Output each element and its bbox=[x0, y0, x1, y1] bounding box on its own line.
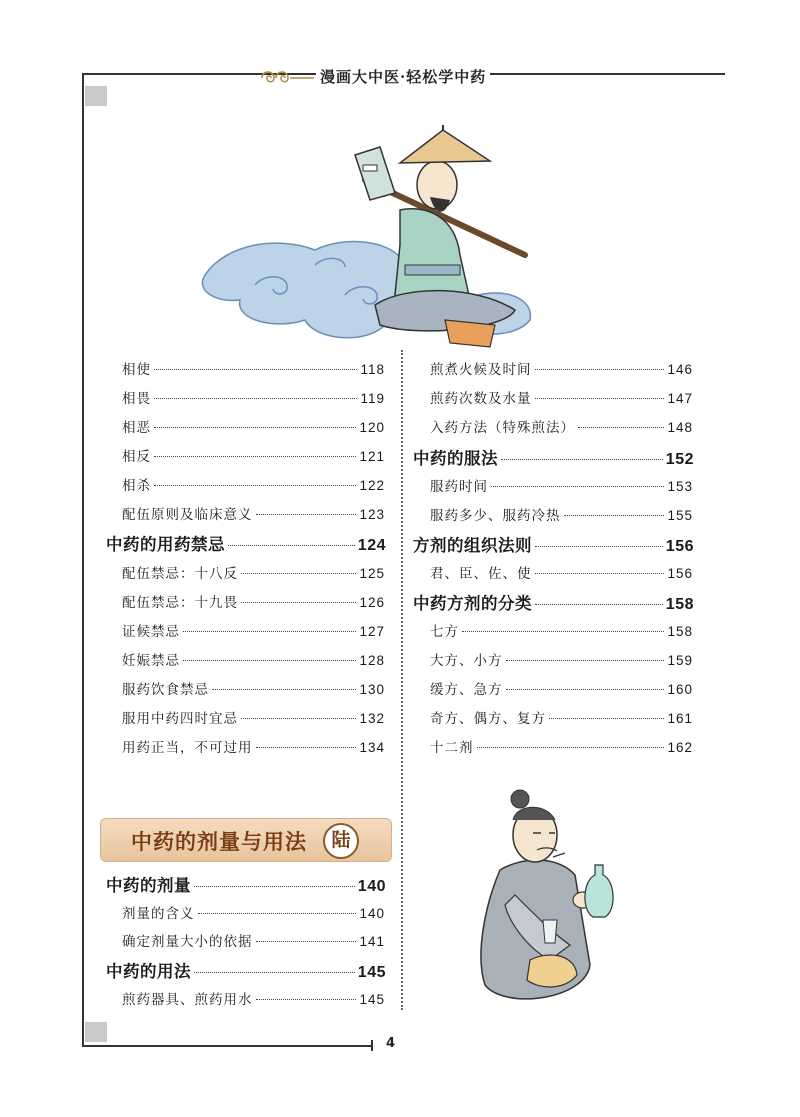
toc-entry-page: 145 bbox=[357, 964, 386, 981]
toc-entry[interactable] bbox=[122, 562, 385, 582]
toc-entry-title: 相反 bbox=[122, 449, 151, 465]
toc-entry-title: 剂量的含义 bbox=[122, 906, 195, 922]
toc-entry-page: 125 bbox=[359, 566, 385, 581]
toc-entry-title: 奇方、偶方、复方 bbox=[430, 711, 546, 727]
toc-entry-title: 相恶 bbox=[122, 420, 151, 436]
toc-entry-page: 153 bbox=[667, 479, 693, 494]
toc-entry[interactable] bbox=[430, 707, 693, 727]
toc-chapter-entry[interactable] bbox=[413, 590, 694, 614]
column-divider bbox=[401, 350, 403, 1010]
toc-entry-title: 服药饮食禁忌 bbox=[122, 682, 209, 698]
page-number: 4 bbox=[386, 1036, 396, 1051]
toc-entry-title: 服用中药四时宜忌 bbox=[122, 711, 238, 727]
toc-entry-page: 140 bbox=[359, 906, 385, 921]
toc-entry-title: 用药正当，不可过用 bbox=[122, 740, 253, 756]
toc-entry-page: 124 bbox=[357, 537, 386, 554]
toc-entry-page: 134 bbox=[359, 740, 385, 755]
toc-entry-page: 148 bbox=[667, 420, 693, 435]
toc-entry-title: 入药方法（特殊煎法） bbox=[430, 420, 575, 436]
toc-entry-title: 方剂的组织法则 bbox=[413, 536, 532, 555]
toc-entry[interactable] bbox=[122, 678, 385, 698]
toc-entry-page: 159 bbox=[667, 653, 693, 668]
toc-entry-page: 120 bbox=[359, 420, 385, 435]
toc-entry-page: 147 bbox=[667, 391, 693, 406]
toc-entry-page: 130 bbox=[359, 682, 385, 697]
toc-entry-title: 缓方、急方 bbox=[430, 682, 503, 698]
toc-entry[interactable] bbox=[430, 620, 693, 640]
scholar-with-hoe-illustration bbox=[195, 125, 550, 350]
toc-entry-title: 煎煮火候及时间 bbox=[430, 362, 532, 378]
toc-entry[interactable] bbox=[122, 930, 385, 950]
book-title: 漫画大中医·轻松学中药 bbox=[316, 66, 490, 87]
toc-entry[interactable] bbox=[122, 649, 385, 669]
toc-entry-page: 146 bbox=[667, 362, 693, 377]
page-frame-bottom bbox=[83, 1045, 373, 1047]
toc-entry-title: 相畏 bbox=[122, 391, 151, 407]
toc-entry-page: 128 bbox=[359, 653, 385, 668]
toc-entry[interactable] bbox=[122, 503, 385, 523]
toc-entry-title: 配伍禁忌：十八反 bbox=[122, 566, 238, 582]
toc-entry[interactable] bbox=[430, 678, 693, 698]
toc-entry[interactable] bbox=[122, 902, 385, 922]
toc-entry-page: 152 bbox=[665, 451, 694, 468]
toc-entry-title: 确定剂量大小的依据 bbox=[122, 934, 253, 950]
toc-entry[interactable] bbox=[430, 358, 693, 378]
toc-entry[interactable] bbox=[430, 416, 693, 436]
toc-entry-title: 证候禁忌 bbox=[122, 624, 180, 640]
scholar-with-bottle-illustration bbox=[465, 785, 625, 1020]
toc-entry[interactable] bbox=[122, 620, 385, 640]
toc-entry-page: 161 bbox=[667, 711, 693, 726]
toc-chapter-entry[interactable] bbox=[413, 445, 694, 469]
toc-entry-page: 118 bbox=[360, 362, 385, 377]
toc-entry-title: 配伍禁忌：十九畏 bbox=[122, 595, 238, 611]
toc-entry-page: 132 bbox=[359, 711, 385, 726]
toc-chapter-entry[interactable] bbox=[106, 958, 386, 982]
toc-entry[interactable] bbox=[430, 736, 693, 756]
toc-entry-title: 相杀 bbox=[122, 478, 151, 494]
toc-entry-title: 配伍原则及临床意义 bbox=[122, 507, 253, 523]
toc-entry[interactable] bbox=[430, 387, 693, 407]
scroll-ornament-icon bbox=[258, 66, 314, 88]
toc-entry[interactable] bbox=[122, 474, 385, 494]
toc-chapter-entry[interactable] bbox=[106, 872, 386, 896]
toc-entry[interactable] bbox=[430, 562, 693, 582]
toc-entry[interactable] bbox=[122, 988, 385, 1008]
toc-entry-page: 156 bbox=[667, 566, 693, 581]
page-frame-left bbox=[82, 73, 84, 1047]
toc-entry-title: 大方、小方 bbox=[430, 653, 503, 669]
toc-entry-title: 煎药器具、煎药用水 bbox=[122, 992, 253, 1008]
toc-entry-page: 160 bbox=[667, 682, 693, 697]
toc-entry-title: 中药的用法 bbox=[106, 962, 191, 981]
toc-entry-title: 七方 bbox=[430, 624, 459, 640]
running-header bbox=[258, 66, 558, 86]
toc-entry-title: 中药的服法 bbox=[413, 449, 498, 468]
toc-entry[interactable] bbox=[430, 475, 693, 495]
toc-entry-page: 126 bbox=[359, 595, 385, 610]
toc-entry-title: 君、臣、佐、使 bbox=[430, 566, 532, 582]
toc-entry-page: 121 bbox=[359, 449, 385, 464]
toc-entry-title: 妊娠禁忌 bbox=[122, 653, 180, 669]
toc-entry-page: 141 bbox=[359, 934, 385, 949]
toc-entry-page: 158 bbox=[665, 596, 694, 613]
toc-entry-title: 十二剂 bbox=[430, 740, 474, 756]
toc-entry-page: 155 bbox=[667, 508, 693, 523]
toc-entry-title: 服药多少、服药冷热 bbox=[430, 508, 561, 524]
section-banner bbox=[100, 818, 392, 862]
toc-entry-page: 158 bbox=[667, 624, 693, 639]
toc-entry[interactable] bbox=[122, 707, 385, 727]
toc-entry[interactable] bbox=[122, 416, 385, 436]
page-frame-tick bbox=[371, 1040, 373, 1051]
toc-entry[interactable] bbox=[122, 591, 385, 611]
toc-entry-page: 123 bbox=[359, 507, 385, 522]
toc-entry-title: 煎药次数及水量 bbox=[430, 391, 532, 407]
toc-chapter-entry[interactable] bbox=[106, 531, 386, 555]
toc-entry[interactable] bbox=[122, 358, 385, 378]
toc-chapter-entry[interactable] bbox=[413, 532, 694, 556]
section-title: 中药的剂量与用法 bbox=[131, 829, 307, 854]
toc-entry-page: 162 bbox=[667, 740, 693, 755]
toc-entry-page: 119 bbox=[360, 391, 385, 406]
toc-entry-title: 中药的剂量 bbox=[106, 876, 191, 895]
toc-entry[interactable] bbox=[430, 504, 693, 524]
toc-entry-title: 服药时间 bbox=[430, 479, 488, 495]
section-number-badge: 陆 bbox=[323, 823, 359, 859]
toc-entry[interactable] bbox=[122, 387, 385, 407]
toc-entry-page: 122 bbox=[359, 478, 385, 493]
toc-entry[interactable] bbox=[430, 649, 693, 669]
toc-entry-page: 140 bbox=[357, 878, 386, 895]
toc-entry-title: 中药的用药禁忌 bbox=[106, 535, 225, 554]
toc-entry-title: 相使 bbox=[122, 362, 151, 378]
toc-entry[interactable] bbox=[122, 736, 385, 756]
corner-square-bottom bbox=[85, 1022, 107, 1042]
toc-entry-page: 156 bbox=[665, 538, 694, 555]
toc-entry-page: 145 bbox=[359, 992, 385, 1007]
toc-entry[interactable] bbox=[122, 445, 385, 465]
toc-entry-title: 中药方剂的分类 bbox=[413, 594, 532, 613]
corner-square-top bbox=[85, 86, 107, 106]
toc-entry-page: 127 bbox=[359, 624, 385, 639]
